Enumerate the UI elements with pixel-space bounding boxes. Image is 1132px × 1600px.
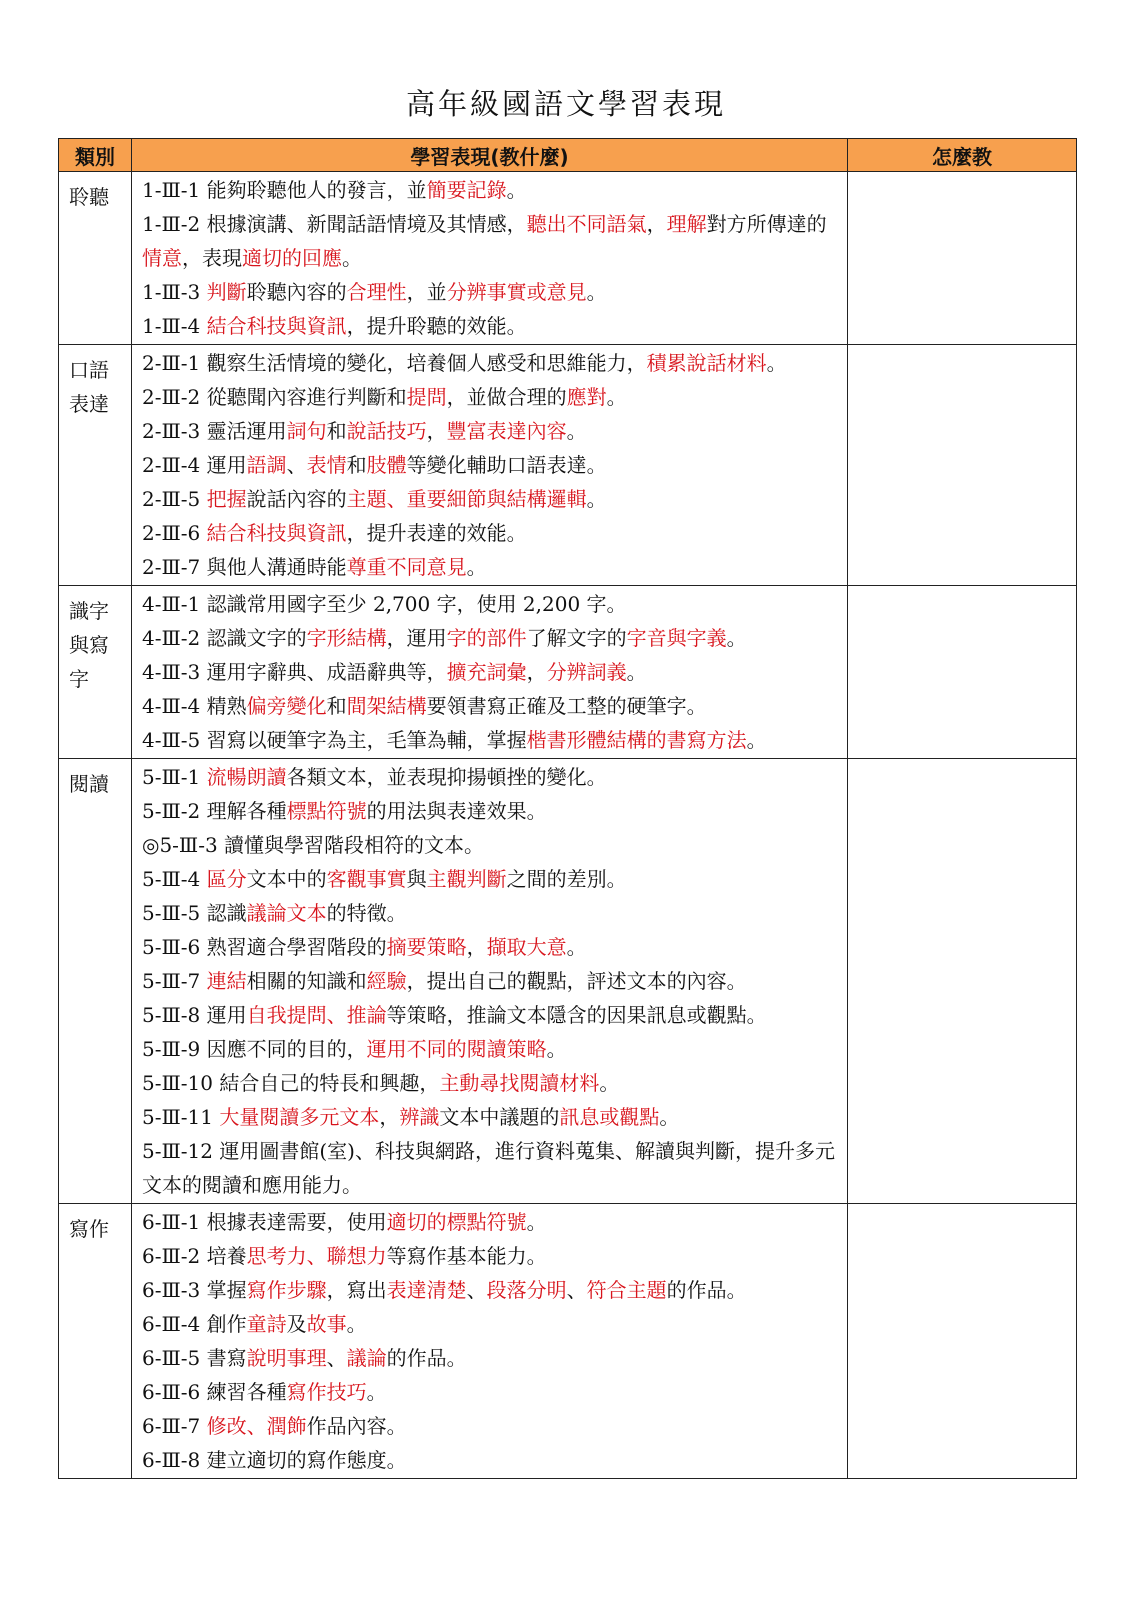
item-text: 與 [406,867,427,891]
category-cell [59,1204,132,1479]
item-text: 及 [286,1312,307,1336]
highlight-text: 間架結構 [346,694,427,718]
performance-item [142,207,839,275]
item-text: 了解文字的 [526,626,627,650]
performance-cell [132,1204,848,1479]
item-text: 6-Ⅲ-1 根據表達需要，使用 [142,1210,387,1234]
highlight-text: 大量閱讀多元文本 [219,1105,380,1129]
item-text: 。 [766,351,787,375]
category-label: 寫作 [69,1217,109,1241]
highlight-text: 辨識 [399,1105,440,1129]
performance-item [142,516,839,550]
highlight-text: 理解 [666,212,707,236]
item-text: 、 [566,1278,587,1302]
performance-item [142,448,839,482]
item-text: 4-Ⅲ-2 認識文字的 [142,626,307,650]
performance-item [142,1205,839,1239]
performance-item [142,1443,839,1477]
header-performance: 學習表現(教什麼) [132,139,848,172]
highlight-text: 自我提問、推論 [246,1003,387,1027]
page-title: 高年級國語文學習表現 [405,87,726,121]
item-text: 的作品。 [386,1346,467,1370]
item-text: 的作品。 [666,1278,747,1302]
item-text: 。 [506,178,527,202]
performance-item [142,1273,839,1307]
item-text: 。 [606,385,627,409]
table-header-row [59,139,1077,172]
performance-item [142,550,839,584]
highlight-text: 簡要記錄 [426,178,507,202]
item-text: ，提升表達的效能。 [346,521,527,545]
item-text: 1-Ⅲ-3 [142,280,207,304]
performance-cell [132,586,848,759]
category-cell [59,586,132,759]
highlight-text: 分辨事實或意見 [446,280,587,304]
table-row [59,1204,1077,1479]
item-text: 文本中議題的 [439,1105,560,1129]
header-category: 類別 [59,139,132,172]
highlight-text: 寫作步驟 [246,1278,327,1302]
how-to-teach-cell [848,586,1077,759]
highlight-text: 擷取大意 [486,935,567,959]
highlight-text: 語調 [246,453,287,477]
item-text: 6-Ⅲ-2 培養 [142,1244,247,1268]
item-text: 的特徵。 [326,901,407,925]
highlight-text: 尊重不同意見 [346,555,467,579]
highlight-text: 思考力、聯想力 [246,1244,387,1268]
item-text: 1-Ⅲ-4 [142,314,207,338]
highlight-text: 童詩 [246,1312,287,1336]
how-to-teach-cell [848,345,1077,586]
item-text: ， [426,419,447,443]
item-text: 2-Ⅲ-1 觀察生活情境的變化，培養個人感受和思維能力， [142,351,647,375]
category-cell [59,345,132,586]
item-text: 、 [286,453,307,477]
item-text: ，並 [406,280,447,304]
performance-item [142,998,839,1032]
highlight-text: 適切的回應 [242,246,342,270]
highlight-text: 摘要策略 [386,935,467,959]
highlight-text: 表達清楚 [386,1278,467,1302]
item-text: 2-Ⅲ-7 與他人溝通時能 [142,555,347,579]
performance-item [142,689,839,723]
table-row [59,586,1077,759]
item-text: ，表現 [182,246,242,270]
item-text: 等寫作基本能力。 [386,1244,547,1268]
performance-item [142,794,839,828]
item-text: ，寫出 [326,1278,387,1302]
item-text: 。 [566,935,587,959]
item-text: 之間的差別。 [506,867,627,891]
highlight-text: 詞句 [286,419,327,443]
highlight-text: 字形結構 [306,626,387,650]
performance-item [142,1341,839,1375]
header-how-to-teach: 怎麼教 [848,139,1077,172]
item-text: 6-Ⅲ-6 練習各種 [142,1380,287,1404]
item-text: 、 [326,1346,347,1370]
performance-item [142,1375,839,1409]
item-text: 文本中的 [246,867,327,891]
item-text: ◎5-Ⅲ-3 讀懂與學習階段相符的文本。 [142,833,485,857]
highlight-text: 經驗 [366,969,407,993]
performance-item [142,655,839,689]
highlight-text: 結合科技與資訊 [206,521,347,545]
highlight-text: 提問 [406,385,447,409]
item-text: 2-Ⅲ-5 [142,487,207,511]
item-text: 4-Ⅲ-4 精熟 [142,694,247,718]
performance-cell [132,172,848,345]
category-label: 識字與寫字 [69,599,109,691]
item-text: 1-Ⅲ-1 能夠聆聽他人的發言，並 [142,178,427,202]
item-text: 2-Ⅲ-3 靈活運用 [142,419,287,443]
performance-item [142,1409,839,1443]
item-text: 。 [726,626,747,650]
item-text: 5-Ⅲ-8 運用 [142,1003,247,1027]
item-text: 。 [466,555,487,579]
item-text: 相關的知識和 [246,969,367,993]
item-text: 5-Ⅲ-6 熟習適合學習階段的 [142,935,387,959]
highlight-text: 流暢朗讀 [206,765,287,789]
item-text: 、 [466,1278,487,1302]
highlight-text: 字的部件 [446,626,527,650]
item-text: 5-Ⅲ-4 [142,867,207,891]
item-text: 。 [586,487,607,511]
highlight-text: 客觀事實 [326,867,407,891]
performance-item [142,1307,839,1341]
performance-item [142,1066,839,1100]
item-text: 2-Ⅲ-2 從聽聞內容進行判斷和 [142,385,407,409]
learning-performance-table [58,138,1077,1479]
performance-item [142,346,839,380]
item-text: 6-Ⅲ-3 掌握 [142,1278,247,1302]
highlight-text: 字音與字義 [626,626,727,650]
item-text: ， [379,1105,400,1129]
table-row [59,172,1077,345]
highlight-text: 段落分明 [486,1278,567,1302]
performance-item [142,621,839,655]
item-text: 5-Ⅲ-2 理解各種 [142,799,287,823]
item-text: 對方所傳達的 [706,212,827,236]
performance-item [142,482,839,516]
item-text: 等變化輔助口語表達。 [406,453,607,477]
highlight-text: 把握 [206,487,247,511]
item-text: 和 [326,694,347,718]
table-body [59,172,1077,1479]
category-label: 聆聽 [69,185,109,209]
highlight-text: 適切的標點符號 [386,1210,527,1234]
performance-cell [132,345,848,586]
item-text: ，提升聆聽的效能。 [346,314,527,338]
performance-item [142,1100,839,1134]
item-text: 4-Ⅲ-5 習寫以硬筆字為主，毛筆為輔，掌握 [142,728,527,752]
highlight-text: 故事 [306,1312,347,1336]
item-text: 。 [659,1105,680,1129]
item-text: 。 [626,660,647,684]
item-text: 。 [346,1312,367,1336]
highlight-text: 主動尋找閱讀材料 [439,1071,600,1095]
how-to-teach-cell [848,172,1077,345]
highlight-text: 標點符號 [286,799,367,823]
item-text: 。 [599,1071,620,1095]
category-cell [59,759,132,1204]
item-text: 等策略，推論文本隱含的因果訊息或觀點。 [386,1003,767,1027]
item-text: 說話內容的 [246,487,347,511]
performance-item [142,896,839,930]
category-label: 閱讀 [69,772,109,796]
item-text: 2-Ⅲ-4 運用 [142,453,247,477]
performance-item [142,414,839,448]
highlight-text: 議論文本 [246,901,327,925]
performance-item [142,1032,839,1066]
item-text: 5-Ⅲ-9 因應不同的目的， [142,1037,367,1061]
highlight-text: 應對 [566,385,607,409]
performance-cell [132,759,848,1204]
item-text: 4-Ⅲ-3 運用字辭典、成語辭典等， [142,660,447,684]
highlight-text: 區分 [206,867,247,891]
performance-item [142,275,839,309]
item-text: ， [646,212,667,236]
highlight-text: 符合主題 [586,1278,667,1302]
highlight-text: 說明事理 [246,1346,327,1370]
highlight-text: 判斷 [206,280,247,304]
item-text: 2-Ⅲ-6 [142,521,207,545]
highlight-text: 說話技巧 [346,419,427,443]
item-text: 4-Ⅲ-1 認識常用國字至少 2,700 字，使用 2,200 字。 [142,592,627,616]
item-text: 。 [746,728,767,752]
item-text: ， [466,935,487,959]
performance-item [142,1134,839,1202]
performance-item [142,1239,839,1273]
item-text: 6-Ⅲ-4 創作 [142,1312,247,1336]
performance-item [142,930,839,964]
highlight-text: 結合科技與資訊 [206,314,347,338]
performance-item [142,587,839,621]
highlight-text: 訊息或觀點 [559,1105,660,1129]
item-text: 6-Ⅲ-7 [142,1414,207,1438]
highlight-text: 合理性 [346,280,407,304]
item-text: 的用法與表達效果。 [366,799,547,823]
item-text: 。 [566,419,587,443]
highlight-text: 楷書形體結構的書寫方法 [526,728,747,752]
category-cell [59,172,132,345]
highlight-text: 擴充詞彙 [446,660,527,684]
item-text: 5-Ⅲ-1 [142,765,207,789]
table-row [59,345,1077,586]
highlight-text: 情意 [142,246,182,270]
performance-item [142,862,839,896]
category-label: 口語表達 [69,358,109,416]
item-text: 5-Ⅲ-11 [142,1105,220,1129]
highlight-text: 聽出不同語氣 [526,212,647,236]
item-text: 。 [586,280,607,304]
item-text: 和 [326,419,347,443]
performance-item [142,760,839,794]
highlight-text: 修改、潤飾 [206,1414,307,1438]
how-to-teach-cell [848,1204,1077,1479]
item-text: ，並做合理的 [446,385,567,409]
performance-item [142,723,839,757]
item-text: 6-Ⅲ-8 建立適切的寫作態度。 [142,1448,407,1472]
how-to-teach-cell [848,759,1077,1204]
performance-item [142,309,839,343]
item-text: ，提出自己的觀點，評述文本的內容。 [406,969,747,993]
item-text: 各類文本，並表現抑揚頓挫的變化。 [286,765,607,789]
item-text: 5-Ⅲ-7 [142,969,207,993]
highlight-text: 主觀判斷 [426,867,507,891]
item-text: 作品內容。 [306,1414,407,1438]
highlight-text: 運用不同的閱讀策略 [366,1037,547,1061]
highlight-text: 連結 [206,969,247,993]
item-text: ， [526,660,547,684]
item-text: 。 [342,246,362,270]
item-text: ，運用 [386,626,447,650]
highlight-text: 肢體 [366,453,407,477]
item-text: 。 [526,1210,547,1234]
highlight-text: 議論 [346,1346,387,1370]
performance-item [142,828,839,862]
item-text: 。 [366,1380,387,1404]
item-text: 和 [346,453,367,477]
highlight-text: 豐富表達內容 [446,419,567,443]
performance-item [142,173,839,207]
highlight-text: 主題、重要細節與結構邏輯 [346,487,587,511]
item-text: 。 [546,1037,567,1061]
highlight-text: 表情 [306,453,347,477]
item-text: 1-Ⅲ-2 根據演講、新聞話語情境及其情感， [142,212,527,236]
item-text: 5-Ⅲ-5 認識 [142,901,247,925]
highlight-text: 分辨詞義 [546,660,627,684]
item-text: 聆聽內容的 [246,280,347,304]
item-text: 6-Ⅲ-5 書寫 [142,1346,247,1370]
table-row [59,759,1077,1204]
performance-item [142,380,839,414]
highlight-text: 偏旁變化 [246,694,327,718]
item-text: 5-Ⅲ-10 結合自己的特長和興趣， [142,1071,440,1095]
item-text: 要領書寫正確及工整的硬筆字。 [426,694,707,718]
performance-item [142,964,839,998]
highlight-text: 積累說話材料 [646,351,767,375]
highlight-text: 寫作技巧 [286,1380,367,1404]
item-text: 5-Ⅲ-12 運用圖書館(室)、科技與網路，進行資料蒐集、解讀與判斷，提升多元文本的閱讀和應用能力。 [142,1139,835,1197]
